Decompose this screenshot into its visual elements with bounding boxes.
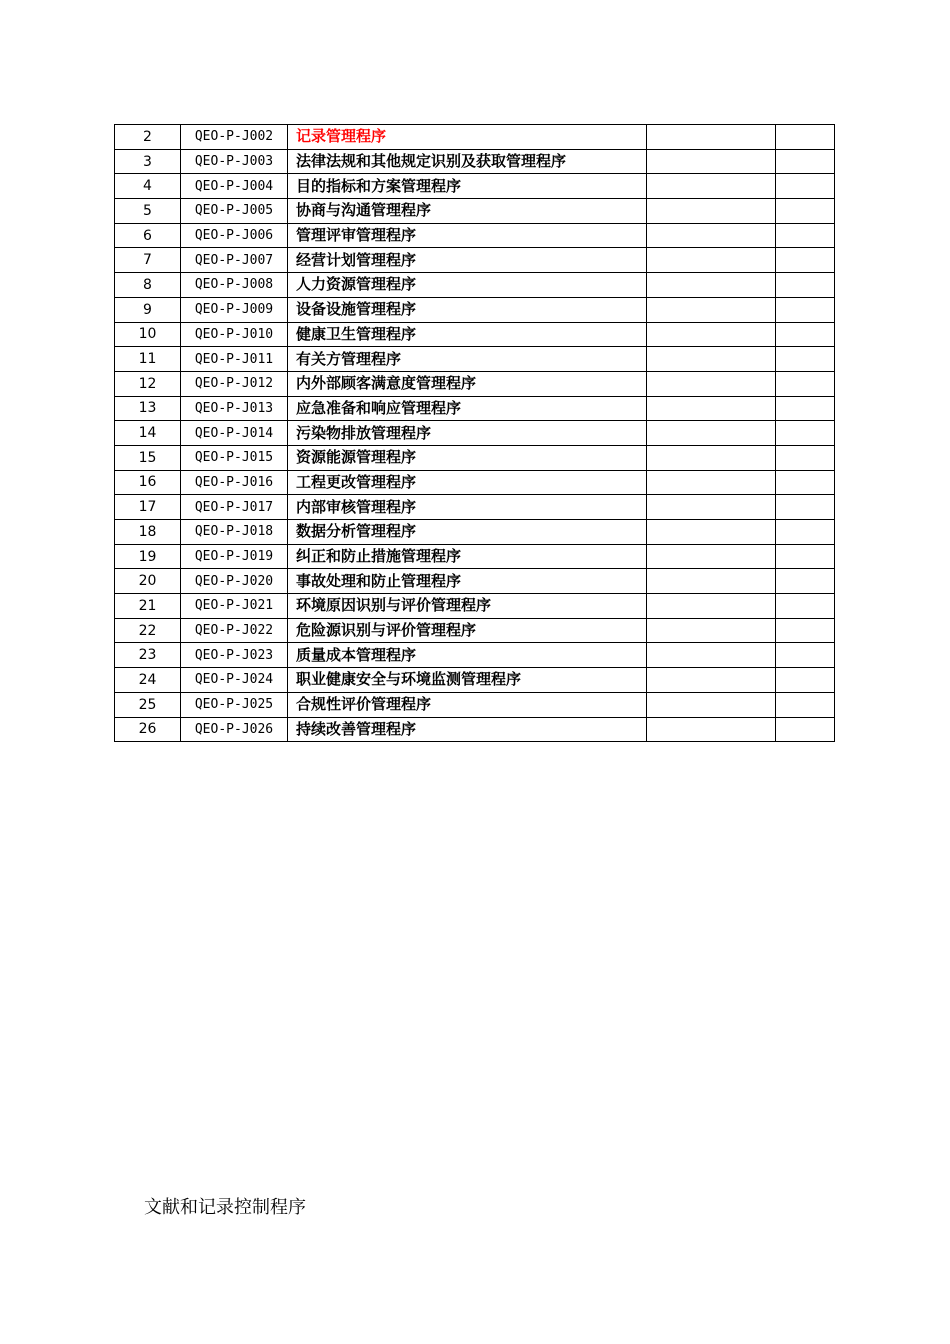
document-code-cell: QEO-P-J022 (181, 618, 288, 643)
document-code-cell: QEO-P-J007 (181, 248, 288, 273)
empty-cell (776, 470, 835, 495)
procedure-name-cell: 内部审核管理程序 (288, 495, 647, 520)
empty-cell (776, 199, 835, 224)
row-number-cell: 17 (115, 495, 181, 520)
document-code-cell: QEO-P-J026 (181, 717, 288, 742)
row-number-cell: 23 (115, 643, 181, 668)
procedure-name-cell: 环境原因识别与评价管理程序 (288, 594, 647, 619)
document-code-cell: QEO-P-J020 (181, 569, 288, 594)
empty-cell (647, 643, 776, 668)
procedure-name-cell: 合规性评价管理程序 (288, 692, 647, 717)
procedure-name-cell: 管理评审管理程序 (288, 223, 647, 248)
row-number-cell: 18 (115, 520, 181, 545)
procedure-list-body (115, 125, 835, 742)
procedure-name-cell: 健康卫生管理程序 (288, 322, 647, 347)
empty-cell (776, 643, 835, 668)
section-title: 文献和记录控制程序 (144, 1197, 306, 1218)
table-row (115, 692, 835, 717)
row-number-cell: 6 (115, 223, 181, 248)
procedure-name-cell: 人力资源管理程序 (288, 273, 647, 298)
empty-cell (776, 223, 835, 248)
empty-cell (647, 371, 776, 396)
table-row (115, 248, 835, 273)
empty-cell (776, 618, 835, 643)
document-code-cell: QEO-P-J019 (181, 544, 288, 569)
document-code-cell: QEO-P-J010 (181, 322, 288, 347)
row-number-cell: 20 (115, 569, 181, 594)
empty-cell (776, 297, 835, 322)
row-number-cell: 13 (115, 396, 181, 421)
document-code-cell: QEO-P-J002 (181, 125, 288, 150)
table-row (115, 668, 835, 693)
row-number-cell: 25 (115, 692, 181, 717)
empty-cell (776, 125, 835, 150)
document-code-cell: QEO-P-J004 (181, 174, 288, 199)
document-code-cell: QEO-P-J005 (181, 199, 288, 224)
document-code-cell: QEO-P-J011 (181, 347, 288, 372)
table-row (115, 347, 835, 372)
empty-cell (776, 520, 835, 545)
empty-cell (647, 692, 776, 717)
row-number-cell: 19 (115, 544, 181, 569)
procedure-name-cell: 法律法规和其他规定识别及获取管理程序 (288, 149, 647, 174)
empty-cell (647, 396, 776, 421)
empty-cell (776, 149, 835, 174)
empty-cell (776, 347, 835, 372)
procedure-name-cell: 质量成本管理程序 (288, 643, 647, 668)
row-number-cell: 11 (115, 347, 181, 372)
row-number-cell: 4 (115, 174, 181, 199)
document-code-cell: QEO-P-J023 (181, 643, 288, 668)
empty-cell (776, 273, 835, 298)
empty-cell (647, 594, 776, 619)
procedure-name-cell: 危险源识别与评价管理程序 (288, 618, 647, 643)
row-number-cell: 7 (115, 248, 181, 273)
procedure-name-cell: 记录管理程序 (288, 125, 647, 150)
table-row (115, 618, 835, 643)
empty-cell (776, 445, 835, 470)
row-number-cell: 26 (115, 717, 181, 742)
empty-cell (647, 668, 776, 693)
table-row (115, 199, 835, 224)
table-row (115, 643, 835, 668)
empty-cell (647, 273, 776, 298)
table-row (115, 544, 835, 569)
document-code-cell: QEO-P-J025 (181, 692, 288, 717)
row-number-cell: 24 (115, 668, 181, 693)
empty-cell (647, 248, 776, 273)
row-number-cell: 9 (115, 297, 181, 322)
procedure-name-cell: 污染物排放管理程序 (288, 421, 647, 446)
procedure-name-cell: 持续改善管理程序 (288, 717, 647, 742)
table-row (115, 273, 835, 298)
empty-cell (776, 692, 835, 717)
empty-cell (776, 421, 835, 446)
row-number-cell: 2 (115, 125, 181, 150)
table-row (115, 125, 835, 150)
document-code-cell: QEO-P-J008 (181, 273, 288, 298)
procedure-name-cell: 工程更改管理程序 (288, 470, 647, 495)
empty-cell (776, 668, 835, 693)
document-code-cell: QEO-P-J009 (181, 297, 288, 322)
empty-cell (776, 569, 835, 594)
empty-cell (647, 520, 776, 545)
empty-cell (647, 470, 776, 495)
table-row (115, 594, 835, 619)
empty-cell (776, 594, 835, 619)
table-row (115, 223, 835, 248)
empty-cell (647, 544, 776, 569)
empty-cell (776, 248, 835, 273)
row-number-cell: 15 (115, 445, 181, 470)
table-row (115, 470, 835, 495)
row-number-cell: 22 (115, 618, 181, 643)
procedure-name-cell: 事故处理和防止管理程序 (288, 569, 647, 594)
empty-cell (776, 174, 835, 199)
document-code-cell: QEO-P-J021 (181, 594, 288, 619)
empty-cell (647, 149, 776, 174)
empty-cell (647, 347, 776, 372)
empty-cell (647, 125, 776, 150)
procedure-name-cell: 经营计划管理程序 (288, 248, 647, 273)
empty-cell (647, 618, 776, 643)
empty-cell (647, 421, 776, 446)
document-code-cell: QEO-P-J017 (181, 495, 288, 520)
empty-cell (647, 174, 776, 199)
row-number-cell: 12 (115, 371, 181, 396)
empty-cell (776, 371, 835, 396)
empty-cell (776, 544, 835, 569)
empty-cell (647, 445, 776, 470)
empty-cell (647, 297, 776, 322)
row-number-cell: 10 (115, 322, 181, 347)
table-row (115, 717, 835, 742)
table-row (115, 371, 835, 396)
document-code-cell: QEO-P-J006 (181, 223, 288, 248)
empty-cell (647, 322, 776, 347)
table-row (115, 421, 835, 446)
procedure-name-cell: 目的指标和方案管理程序 (288, 174, 647, 199)
document-code-cell: QEO-P-J003 (181, 149, 288, 174)
procedure-name-cell: 设备设施管理程序 (288, 297, 647, 322)
document-code-cell: QEO-P-J012 (181, 371, 288, 396)
procedure-name-cell: 资源能源管理程序 (288, 445, 647, 470)
row-number-cell: 5 (115, 199, 181, 224)
procedure-name-cell: 数据分析管理程序 (288, 520, 647, 545)
table-row (115, 149, 835, 174)
table-row (115, 322, 835, 347)
empty-cell (647, 223, 776, 248)
document-code-cell: QEO-P-J016 (181, 470, 288, 495)
procedure-name-cell: 内外部顾客满意度管理程序 (288, 371, 647, 396)
document-code-cell: QEO-P-J014 (181, 421, 288, 446)
row-number-cell: 3 (115, 149, 181, 174)
procedure-name-cell: 有关方管理程序 (288, 347, 647, 372)
procedure-name-cell: 纠正和防止措施管理程序 (288, 544, 647, 569)
table-row (115, 569, 835, 594)
row-number-cell: 21 (115, 594, 181, 619)
empty-cell (647, 717, 776, 742)
procedure-name-cell: 应急准备和响应管理程序 (288, 396, 647, 421)
table-row (115, 396, 835, 421)
procedure-name-cell: 职业健康安全与环境监测管理程序 (288, 668, 647, 693)
document-code-cell: QEO-P-J024 (181, 668, 288, 693)
procedure-name-cell: 协商与沟通管理程序 (288, 199, 647, 224)
empty-cell (776, 495, 835, 520)
table-row (115, 445, 835, 470)
empty-cell (776, 396, 835, 421)
procedure-list-table (114, 124, 835, 742)
document-code-cell: QEO-P-J015 (181, 445, 288, 470)
row-number-cell: 14 (115, 421, 181, 446)
empty-cell (647, 495, 776, 520)
row-number-cell: 16 (115, 470, 181, 495)
table-row (115, 495, 835, 520)
empty-cell (647, 199, 776, 224)
table-row (115, 520, 835, 545)
document-code-cell: QEO-P-J018 (181, 520, 288, 545)
row-number-cell: 8 (115, 273, 181, 298)
table-row (115, 297, 835, 322)
table-row (115, 174, 835, 199)
empty-cell (647, 569, 776, 594)
empty-cell (776, 322, 835, 347)
document-code-cell: QEO-P-J013 (181, 396, 288, 421)
empty-cell (776, 717, 835, 742)
